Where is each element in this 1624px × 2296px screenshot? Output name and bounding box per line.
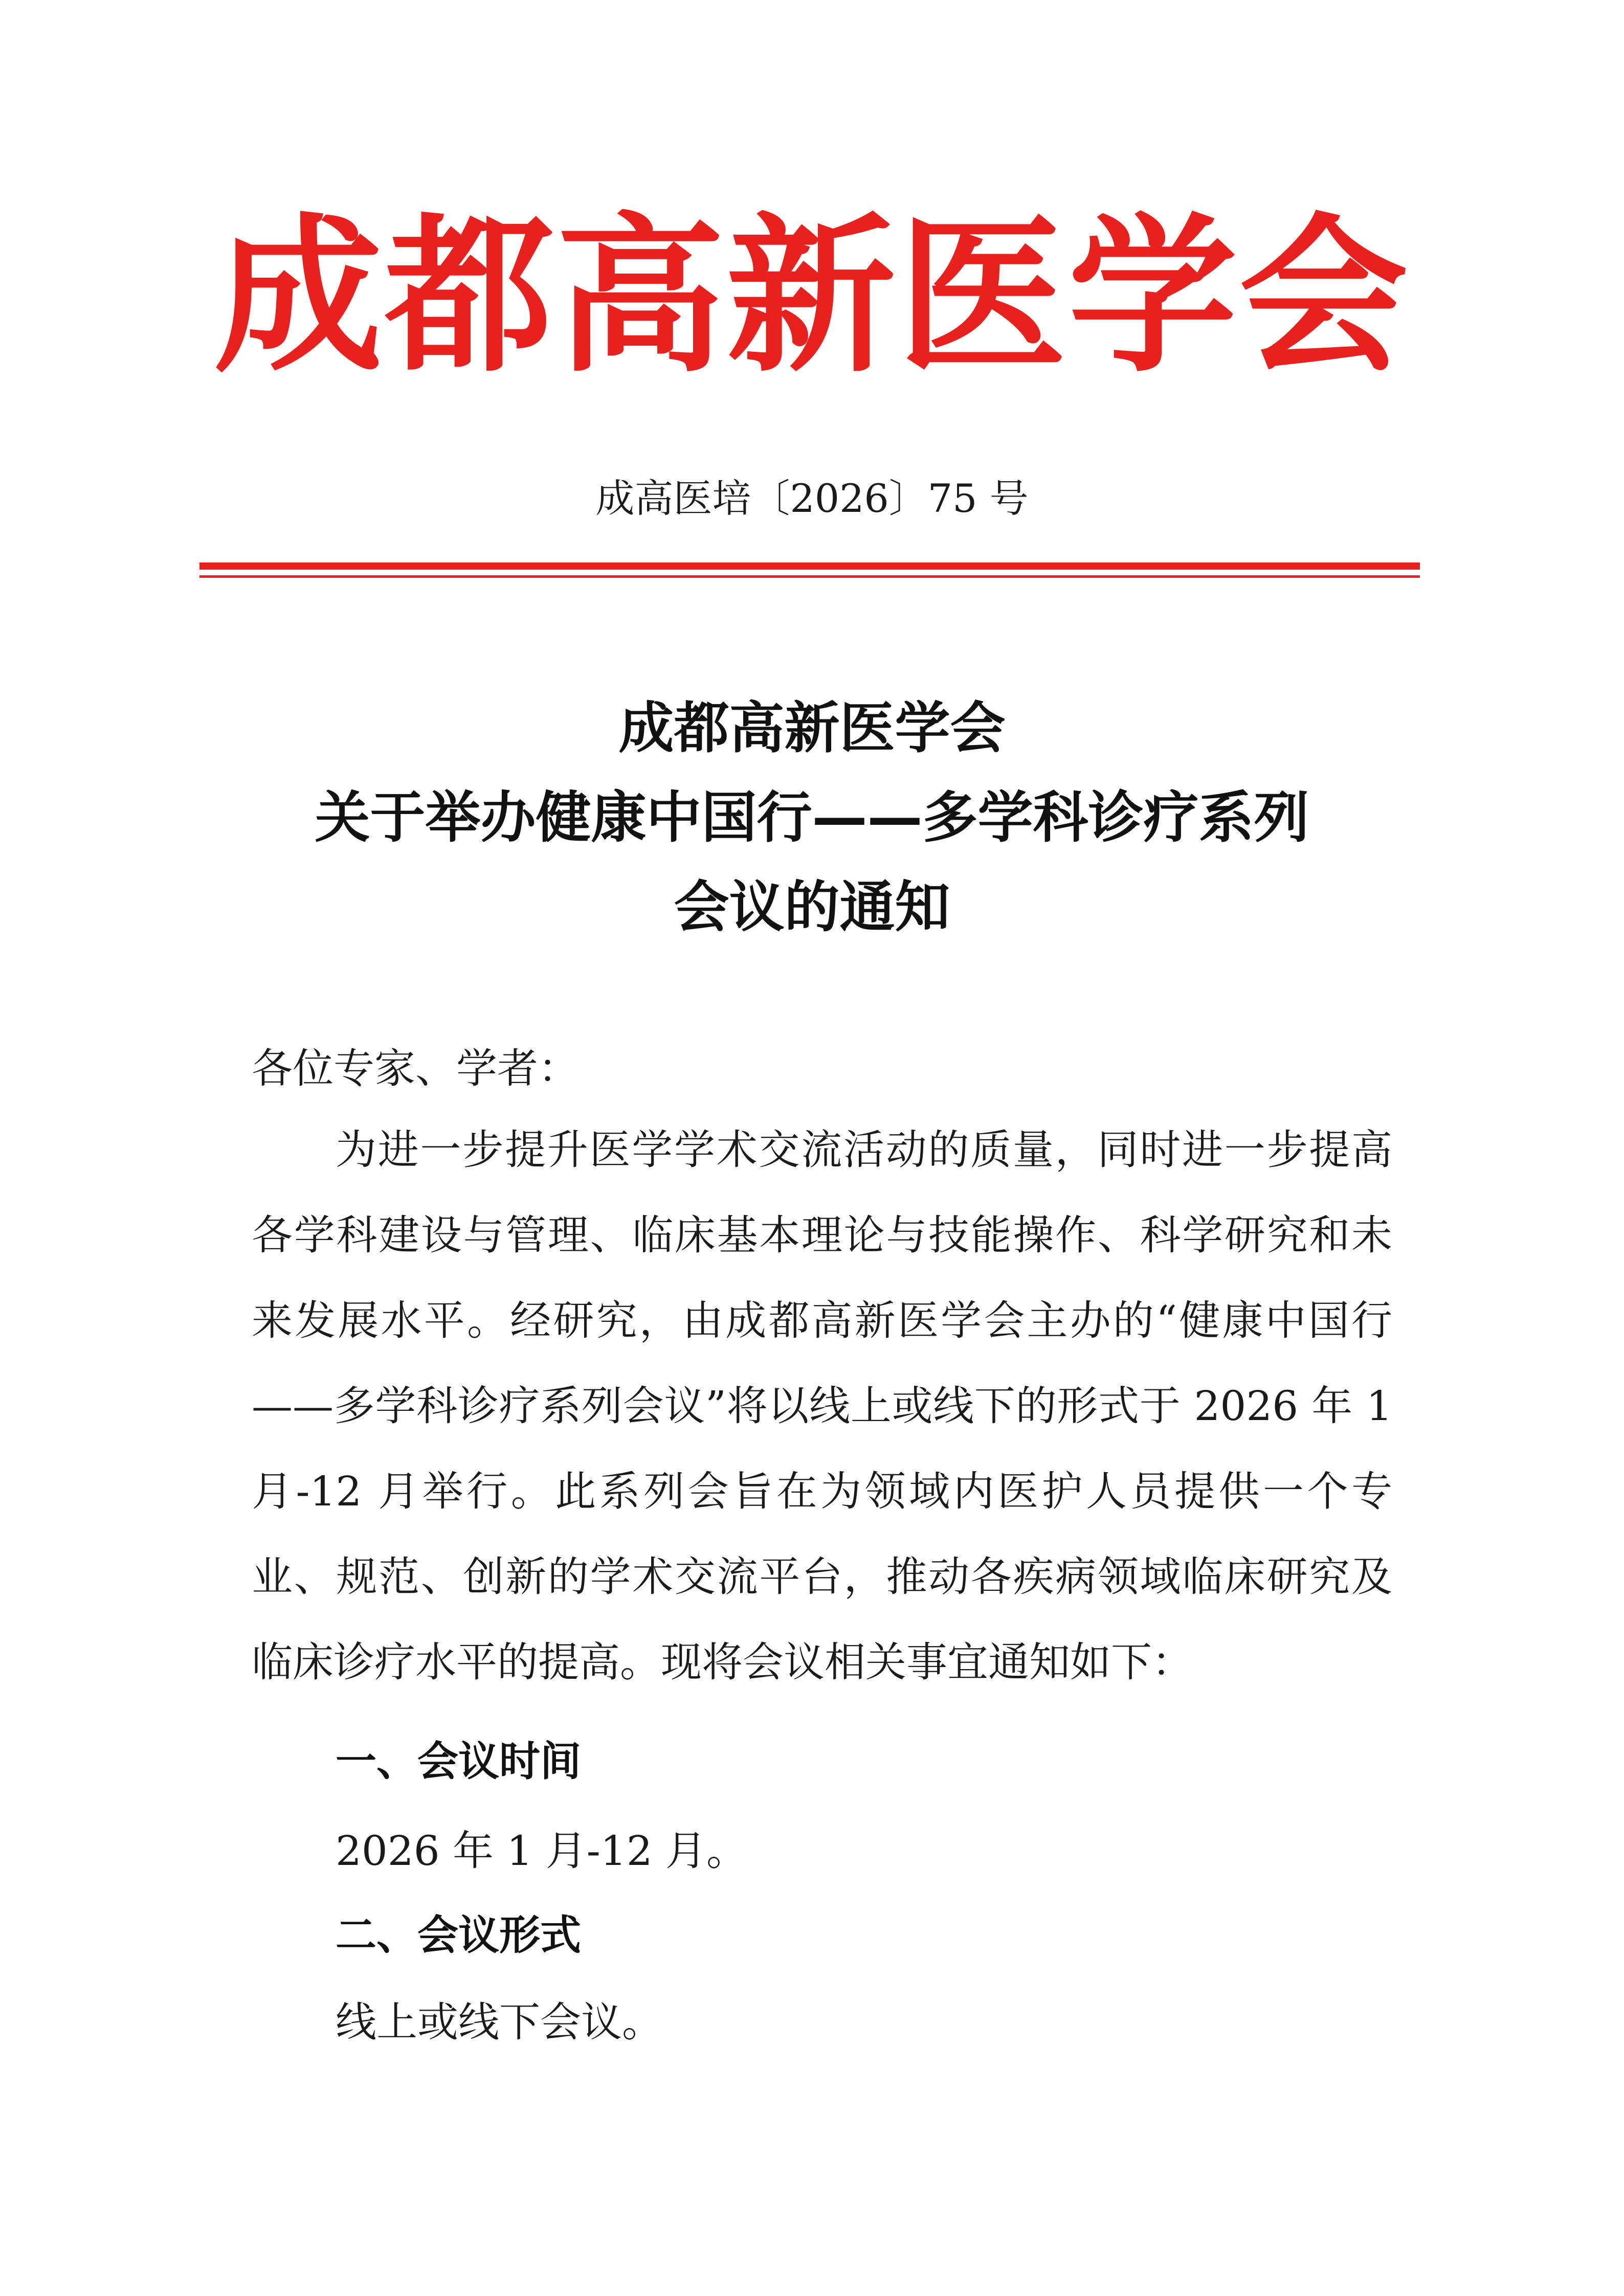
section-content-meeting-time: 2026 年 1 月-12 月。 <box>336 1827 748 1875</box>
section-heading-meeting-format: 二、会议形式 <box>336 1911 581 1959</box>
organization-header: 成都高新医学会 <box>214 198 1410 395</box>
salutation: 各位专家、学者： <box>252 1045 579 1092</box>
section-content-meeting-format: 线上或线下会议。 <box>336 1998 663 2046</box>
document-title-line-3: 会议的通知 <box>674 875 950 939</box>
document-title-line-1: 成都高新医学会 <box>618 696 1006 760</box>
document-number: 成高医培〔2026〕75 号 <box>595 476 1029 521</box>
red-divider-thin <box>199 575 1420 578</box>
red-divider-thick <box>199 562 1420 570</box>
intro-paragraph: 为进一步提升医学学术交流活动的质量，同时进一步提高各学科建设与管理、临床基本理论与技能操作、科学研究和未来发展水平。经研究，由成都高新医学会主办的“健康中国行——多学科诊疗系列会议”将以线上或线下的形式于 2026 年 1 月-12 月举行。此系列会旨在为领域内医护人员提供一个专业、规范、创新的学术交流平台，推动各疾病领域临床研究及临床诊疗水平的提高。现将会议相关事宜通知如下： <box>252 1126 1392 1686</box>
section-heading-meeting-time: 一、会议时间 <box>336 1738 581 1785</box>
document-title-line-2: 关于举办健康中国行——多学科诊疗系列 <box>315 786 1309 850</box>
